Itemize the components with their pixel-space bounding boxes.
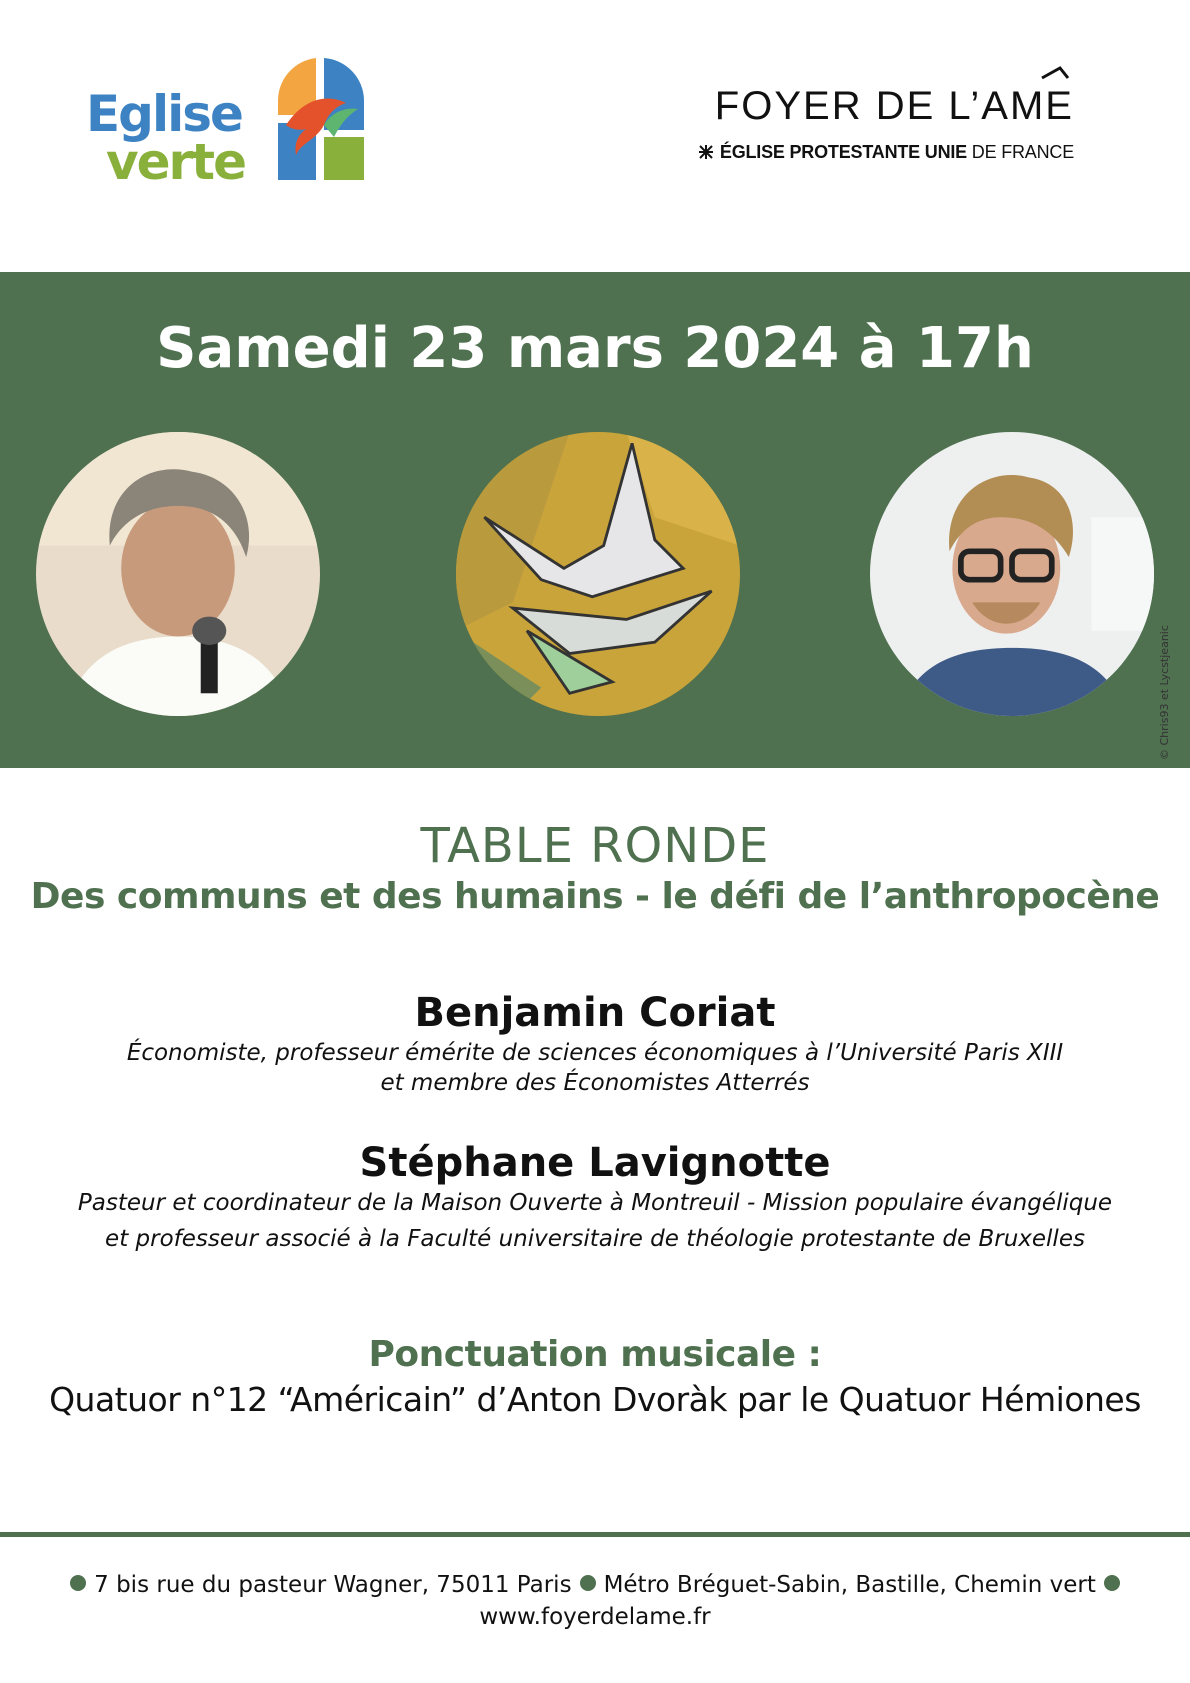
speaker-role: Économiste, professeur émérite de sciences économiques à l’Université Paris XIII bbox=[126, 1040, 1064, 1066]
eglise-verte-logo bbox=[86, 55, 386, 191]
event-title: Des communs et des humains - le défi de l’anthropocène bbox=[30, 876, 1160, 917]
speaker-role: et professeur associé à la Faculté universitaire de théologie protestante de Bruxelles bbox=[105, 1226, 1085, 1252]
bullet-dot-icon bbox=[70, 1575, 86, 1591]
speaker-name: Stéphane Lavignotte bbox=[359, 1140, 831, 1186]
stained-glass-dove-image bbox=[456, 432, 740, 716]
speaker-role: Pasteur et coordinateur de la Maison Ouverte à Montreuil - Mission populaire évangélique bbox=[77, 1190, 1113, 1216]
speaker-role: et membre des Économistes Atterrés bbox=[380, 1070, 810, 1096]
foyer-subtitle bbox=[698, 142, 1074, 163]
eglise-verte-word1: Eglise bbox=[86, 85, 242, 143]
music-text: Quatuor n°12 “Américain” d’Anton Dvoràk par le Quatuor Hémiones bbox=[49, 1380, 1141, 1419]
eglise-verte-window-logo bbox=[276, 55, 366, 182]
foyer-subtitle-regular: DE FRANCE bbox=[966, 142, 1074, 162]
eglise-verte-word2: verte bbox=[106, 133, 245, 191]
footer-address-line bbox=[0, 1572, 1190, 1598]
bullet-dot-icon bbox=[580, 1575, 596, 1591]
foyer-subtitle-bold: ÉGLISE PROTESTANTE UNIE bbox=[719, 142, 967, 162]
foyer-de-lame-logo bbox=[694, 64, 1074, 174]
footer-metro: Métro Bréguet-Sabin, Bastille, Chemin vert bbox=[603, 1572, 1096, 1598]
event-kind: TABLE RONDE bbox=[420, 818, 770, 874]
portrait-benjamin-coriat bbox=[36, 432, 320, 716]
event-date: Samedi 23 mars 2024 à 17h bbox=[156, 316, 1034, 381]
portrait-stephane-lavignotte bbox=[870, 432, 1154, 716]
footer-website-line bbox=[0, 1604, 1190, 1630]
website-link[interactable]: www.foyerdelame.fr bbox=[479, 1604, 711, 1630]
bullet-dot-icon bbox=[1104, 1575, 1120, 1591]
photo-credit: © Chris93 et Lycstjeanic bbox=[1158, 625, 1171, 760]
footer-address: 7 bis rue du pasteur Wagner, 75011 Paris bbox=[94, 1572, 572, 1598]
epuf-cross-icon bbox=[698, 144, 714, 160]
speaker-name: Benjamin Coriat bbox=[414, 990, 776, 1036]
footer-divider bbox=[0, 1532, 1190, 1537]
foyer-title: FOYER DE L’AME bbox=[714, 84, 1074, 128]
music-heading: Ponctuation musicale : bbox=[368, 1334, 822, 1375]
